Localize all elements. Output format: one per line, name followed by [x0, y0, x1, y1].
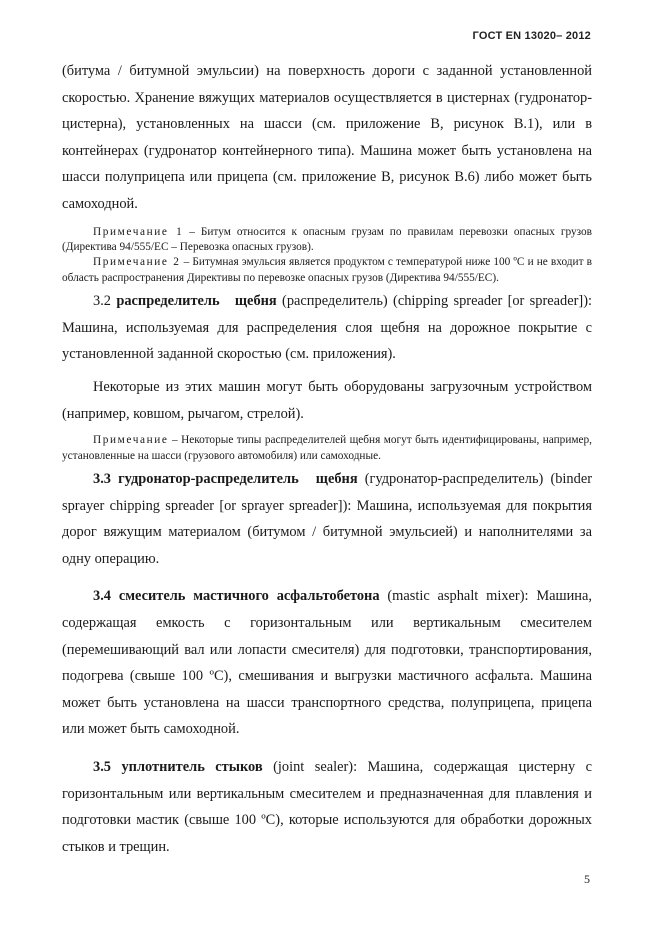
standard-code: ГОСТ EN 13020– 2012: [472, 30, 591, 42]
section-3-2-term: распределитель щебня: [116, 293, 277, 310]
note-2-text: – Битумная эмульсия является продуктом с температурой ниже 100 ºС и не входит в область распространения Директивы по перевозке опасных грузов (Директива 94/555/ЕС).: [62, 256, 592, 284]
section-3-2: [62, 288, 592, 368]
section-3-2-extra: Некоторые из этих машин могут быть оборудованы загрузочным устройством (например, ковшом, рычагом, стрелой).: [62, 378, 592, 422]
section-3-5-term: уплотнитель стыков: [121, 758, 263, 775]
section-3-5: [62, 754, 592, 860]
note-2-label: Примечание 2: [93, 256, 181, 269]
note-3-label: Примечание: [93, 434, 169, 447]
section-3-5-definition: (joint sealer): Машина, содержащая цистерну с горизонтальным или вертикальным смесителем и предназначенная для плавления и подготовки мастик (свыше 100 ºС), которые используются для обработки дорожных стыков и трещин.: [62, 758, 592, 855]
section-3-3: [62, 466, 592, 572]
section-3-3-term: гудронатор-распределитель щебня: [118, 470, 358, 487]
page-body: [62, 58, 592, 860]
paragraph-continuation: (битума / битумной эмульсии) на поверхность дороги с заданной установленной скоростью. Хранение вяжущих материалов осуществляется в цистернах (гудронатор-цистерна), установленных на шасси (см. приложение В, рисунок В.1), или в контейнерах (гудронатор контейнерного типа). Машина может быть установлена на шасси полуприцепа или прицепа (см. приложение В, рисунок В.6) либо может быть самоходной.: [62, 63, 592, 212]
section-3-4-definition: (mastic asphalt mixer): Машина, содержащая емкость с горизонтальным или вертикальным смесителем (перемешивающий вал или лопасти смесителя) для подготовки, транспортирования, подогрева (свыше 100 ºС), смешивания и выгрузки мастичного асфальта. Машина может быть установлена на шасси транспортного средства, полуприцепа, прицепа или может быть самоходной.: [62, 588, 592, 738]
section-3-3-definition: (гудронатор-распределитель) (binder sprayer chipping spreader [or sprayer spreader]): Машина, используемая для покрытия дорог вяжущим материалом (битумом / битумной эмульсией) и наполнителями за одну операцию.: [62, 470, 592, 567]
note-1: [62, 225, 592, 256]
section-3-2-number: 3.2: [93, 293, 111, 310]
note-2: [62, 255, 592, 286]
note-3-text: – Некоторые типы распределителей щебня могут быть идентифицированы, например, установленные на шасси (грузового автомобиля) или самоходные.: [62, 434, 592, 462]
note-1-label: Примечание 1: [93, 225, 184, 238]
note-1-text: – Битум относится к опасным грузам по правилам перевозки опасных грузов (Директива 94/555/ЕС – Перевозка опасных грузов).: [62, 225, 592, 253]
section-3-3-number: 3.3: [93, 470, 111, 487]
page-number: 5: [584, 872, 590, 886]
section-3-4-number: 3.4: [93, 588, 111, 605]
section-3-5-number: 3.5: [93, 758, 111, 775]
section-3-2-definition: (распределитель) (chipping spreader [or spreader]): Машина, используемая для распределения слоя щебня на дорожное покрытие с установленной заданной скоростью (см. приложения).: [62, 293, 592, 363]
section-3-4-term: смеситель мастичного асфальтобетона: [118, 588, 380, 605]
document-header: [473, 30, 591, 42]
note-3: [62, 433, 592, 464]
section-3-4: [62, 583, 592, 743]
